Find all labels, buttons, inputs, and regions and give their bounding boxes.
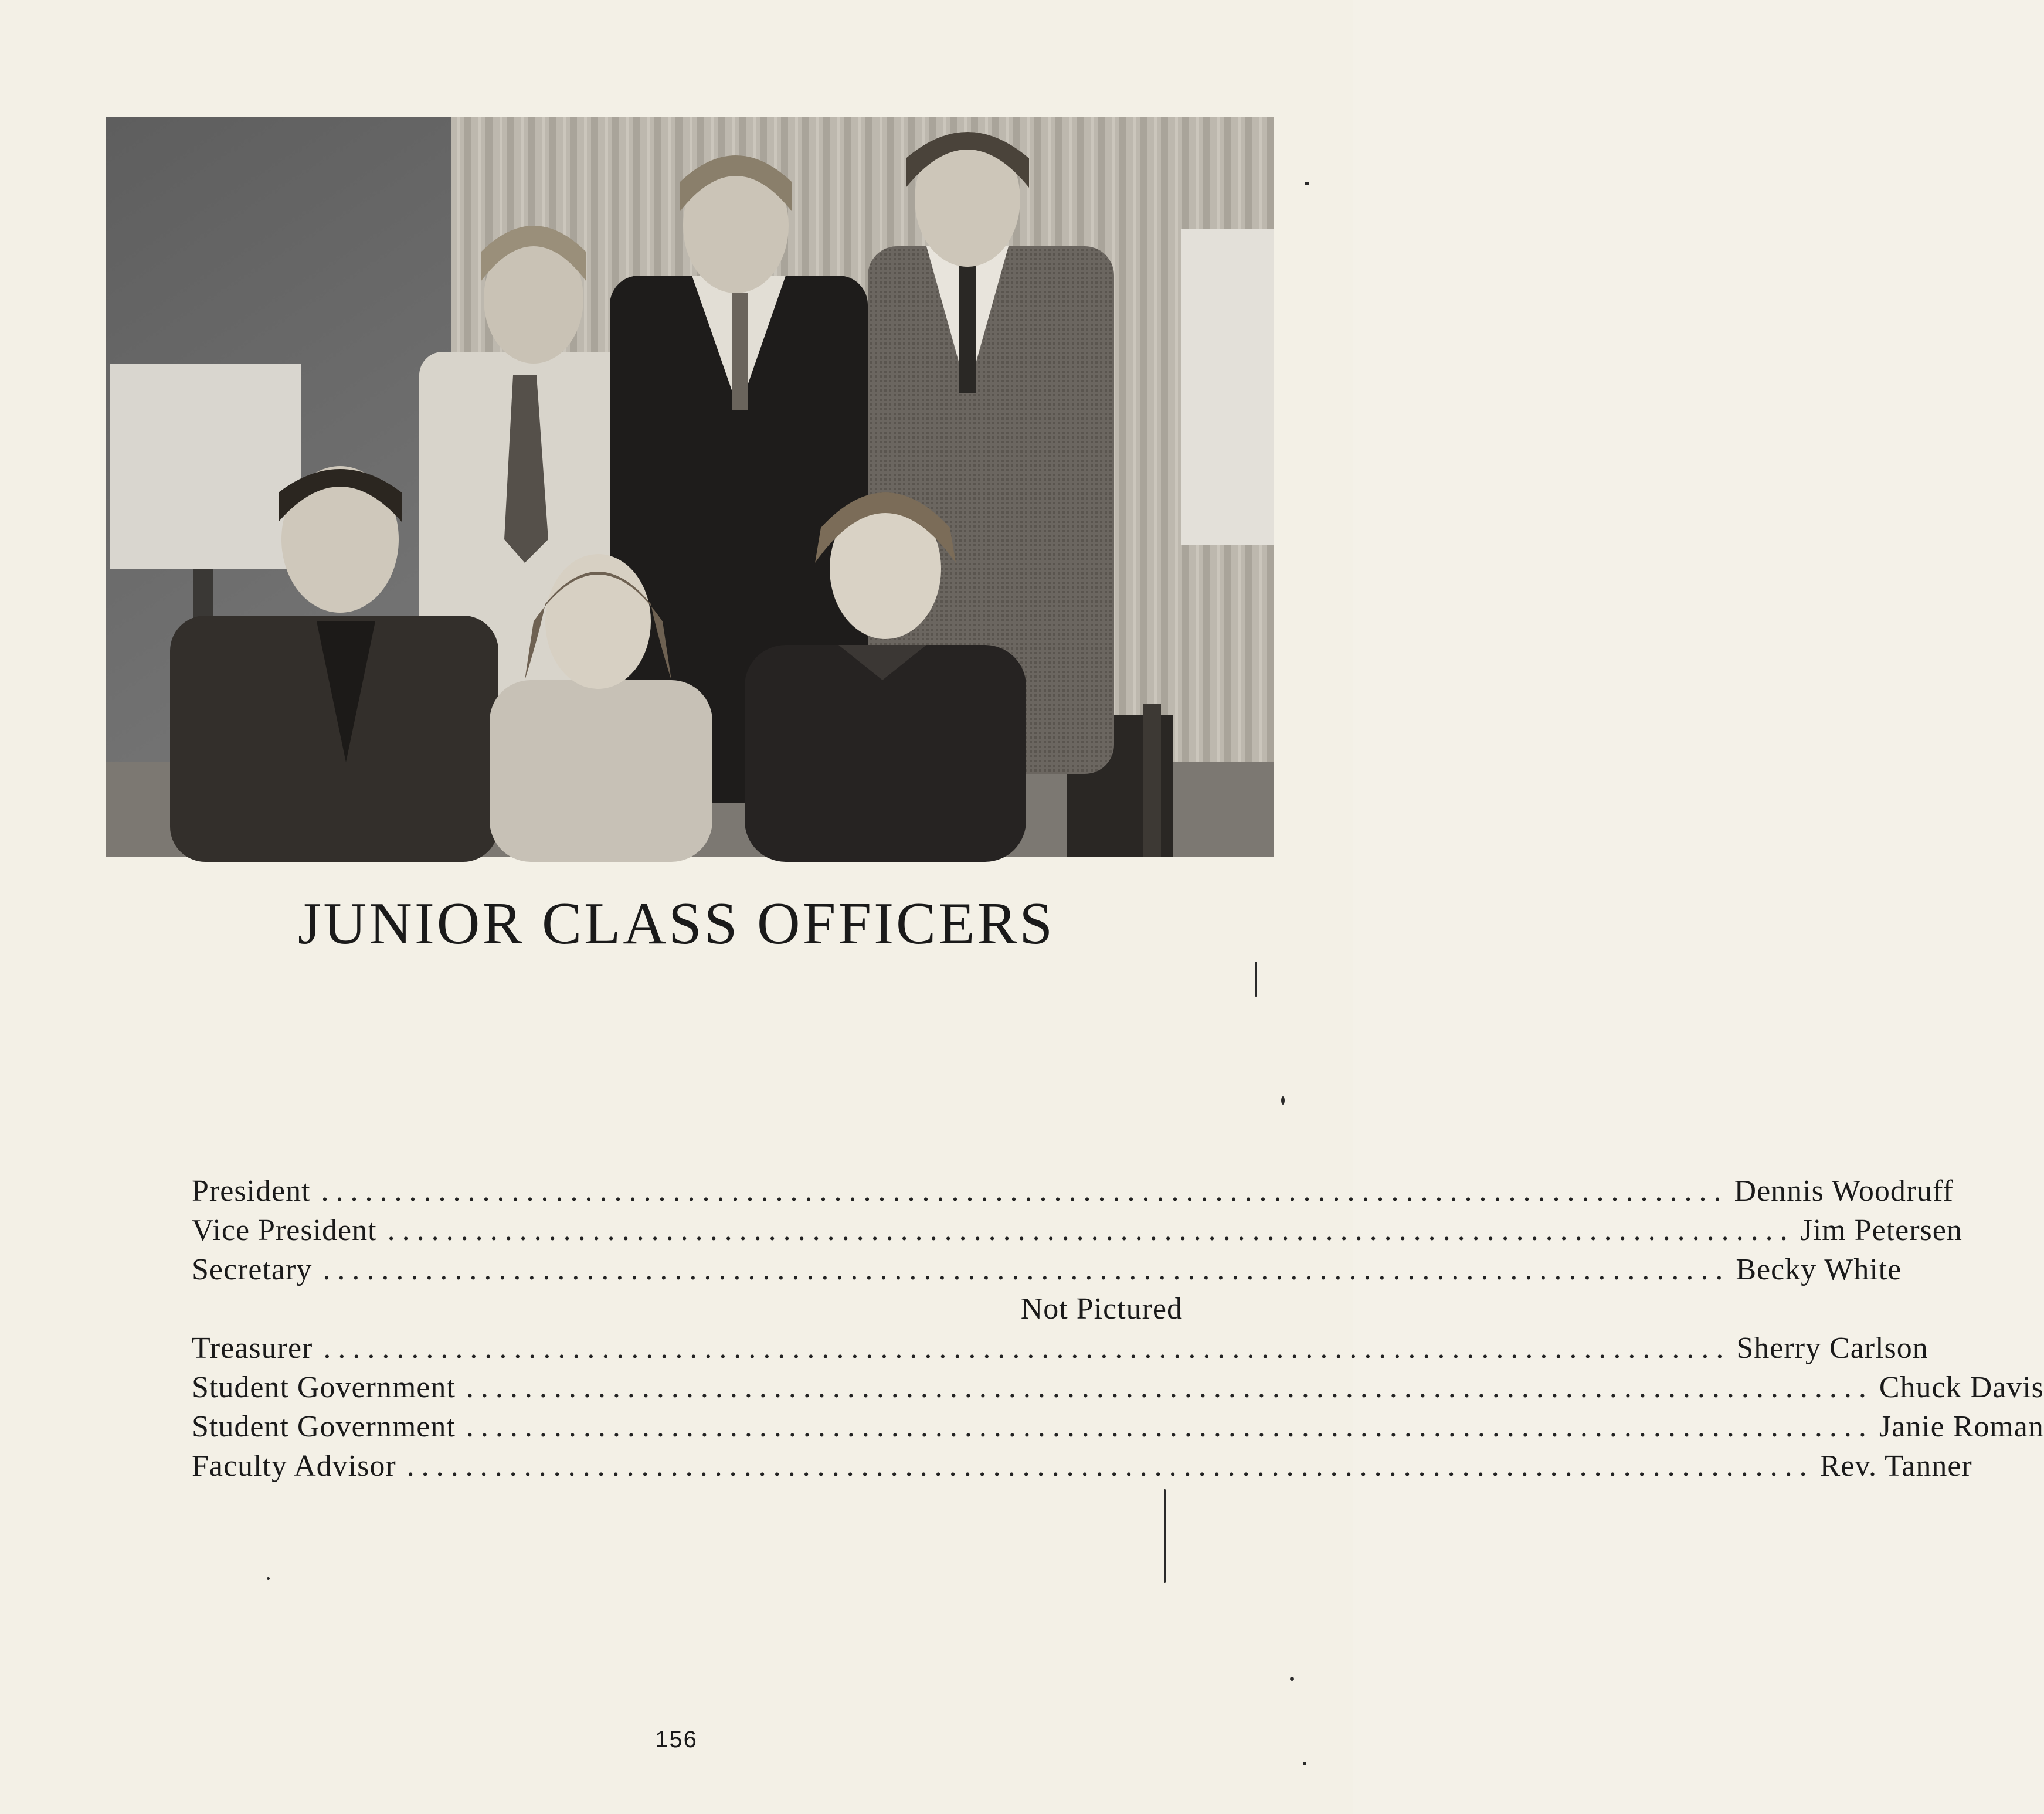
scan-speck — [1164, 1489, 1166, 1583]
officer-role: Secretary — [192, 1253, 313, 1286]
officer-note-row — [192, 1289, 1183, 1329]
leader-dots: ................................................................................................ — [387, 1214, 1795, 1247]
scan-speck — [1290, 1677, 1294, 1681]
officer-name: Sherry Carlson — [1736, 1331, 1928, 1365]
leader-dots: ................................................................................................ — [321, 1174, 1729, 1208]
officer-role: Vice President — [192, 1214, 377, 1247]
scan-speck — [1255, 962, 1257, 997]
officers-list — [192, 1171, 2044, 1486]
not-pictured-note: Not Pictured — [1020, 1292, 1183, 1326]
officer-name: Dennis Woodruff — [1734, 1174, 1954, 1208]
officer-name: Rev. Tanner — [1819, 1449, 1972, 1483]
leader-dots: ................................................................................................ — [466, 1371, 1873, 1404]
officer-row-student-government-1 — [192, 1368, 2044, 1407]
officer-row-student-government-2 — [192, 1407, 2044, 1446]
officer-row-faculty-advisor — [192, 1446, 1972, 1486]
officer-role: President — [192, 1174, 311, 1208]
lamp-shade-left — [110, 364, 301, 569]
leader-dots: ................................................................................................ — [322, 1253, 1730, 1286]
leader-dots: ................................................................................................ — [323, 1331, 1731, 1365]
scan-speck — [267, 1577, 270, 1580]
officer-name: Jim Petersen — [1800, 1214, 1962, 1247]
officer-name: Chuck Davis — [1879, 1371, 2044, 1404]
page-title: JUNIOR CLASS OFFICERS — [297, 891, 1055, 957]
officer-name: Becky White — [1736, 1253, 1902, 1286]
officer-row-secretary — [192, 1250, 1902, 1289]
scan-speck — [1305, 182, 1309, 185]
leader-dots: ................................................................................................ — [406, 1449, 1814, 1483]
officer-name: Janie Roman — [1879, 1410, 2044, 1443]
officer-row-vice-president — [192, 1211, 1962, 1250]
group-photo — [106, 117, 1274, 857]
scan-speck — [1303, 1762, 1306, 1765]
officer-role: Treasurer — [192, 1331, 313, 1365]
group-photo-image — [106, 117, 1274, 857]
scan-speck — [1281, 1096, 1285, 1105]
page-number: 156 — [655, 1727, 698, 1752]
lamp-shade-right — [1181, 229, 1274, 545]
officer-row-treasurer — [192, 1329, 1928, 1368]
officer-role: Student Government — [192, 1410, 456, 1443]
officer-row-president — [192, 1171, 1954, 1211]
leader-dots: ................................................................................................ — [466, 1410, 1873, 1443]
officer-role: Student Government — [192, 1371, 456, 1404]
officer-role: Faculty Advisor — [192, 1449, 396, 1483]
